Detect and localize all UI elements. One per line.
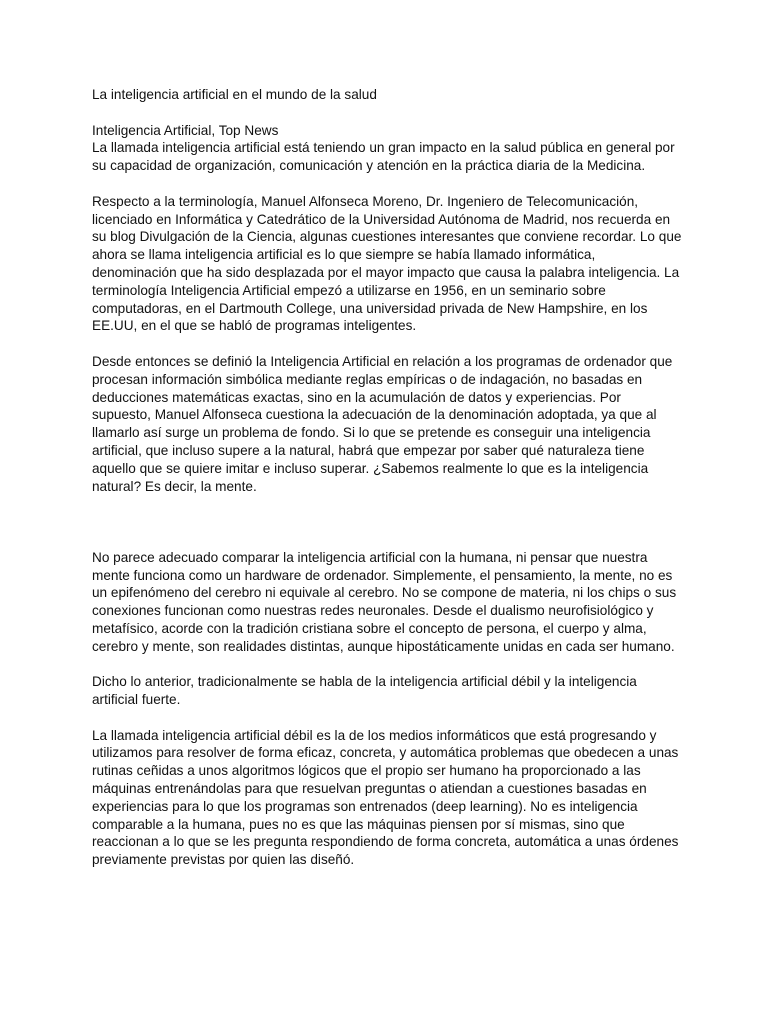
document-category: Inteligencia Artificial, Top News (92, 122, 279, 138)
document-page (92, 86, 682, 869)
paragraph: Desde entonces se definió la Inteligencia Artificial en relación a los programas de ordenador que procesan información simbólica mediante reglas empíricas o de indagación, no basadas en deducciones matemáticas exactas, sino en la acumulación de datos y experiencias. Por supuesto, Manuel Alfonseca cuestiona la adecuación de la denominación adoptada, ya que al llamarlo así surge un problema de fondo. Si lo que se pretende es conseguir una inteligencia artificial, que incluso supere a la natural, habrá que empezar por saber qué naturaleza tiene aquello que se quiere imitar e incluso superar. ¿Sabemos realmente lo que es la inteligencia natural? Es decir, la mente. (92, 353, 673, 494)
paragraph: No parece adecuado comparar la inteligencia artificial con la humana, ni pensar que nuestra mente funciona como un hardware de ordenador. Simplemente, el pensamiento, la mente, no es un epifenómeno del cerebro ni equivale al cerebro. No se compone de materia, ni los chips o sus conexiones funcionan como nuestras redes neuronales. Desde el dualismo neurofisiológico y metafísico, acorde con la tradición cristiana sobre el concepto de persona, el cuerpo y alma, cerebro y mente, son realidades distintas, aunque hipostáticamente unidas en cada ser humano. (92, 549, 677, 654)
paragraph: La llamada inteligencia artificial débil es la de los medios informáticos que está progresando y utilizamos para resolver de forma eficaz, concreta, y automática problemas que obedecen a unas rutinas ceñidas a unos algoritmos lógicos que el propio ser humano ha proporcionado a las máquinas entrenándolas para que resuelvan preguntas o atiendan a cuestiones basadas en experiencias para lo que los programas son entrenados (deep learning). No es inteligencia comparable a la humana, pues no es que las máquinas piensen por sí mismas, sino que reaccionan a lo que se les pregunta respondiendo de forma concreta, automática a unas órdenes previamente previstas por quien las diseñó. (92, 727, 679, 868)
paragraph: Dicho lo anterior, tradicionalmente se habla de la inteligencia artificial débil y la inteligencia artificial fuerte. (92, 674, 637, 708)
paragraph: La llamada inteligencia artificial está teniendo un gran impacto en la salud pública en general por su capacidad de organización, comunicación y atención en la práctica diaria de la Medicina. (92, 140, 675, 174)
document-title: La inteligencia artificial en el mundo de la salud (92, 87, 377, 102)
paragraph: Respecto a la terminología, Manuel Alfonseca Moreno, Dr. Ingeniero de Telecomunicación, licenciado en Informática y Catedrático de la Universidad Autónoma de Madrid, nos recuerda en su blog Divulgación de la Ciencia, algunas cuestiones interesantes que conviene recordar. Lo que ahora se llama inteligencia artificial es lo que siempre se había llamado informática, denominación que ha sido desplazada por el mayor impacto que causa la palabra inteligencia. La terminología Inteligencia Artificial empezó a utilizarse en 1956, en un seminario sobre computadoras, en el Dartmouth College, una universidad privada de New Hampshire, en los EE.UU, en el que se habló de programas inteligentes. (92, 193, 682, 334)
